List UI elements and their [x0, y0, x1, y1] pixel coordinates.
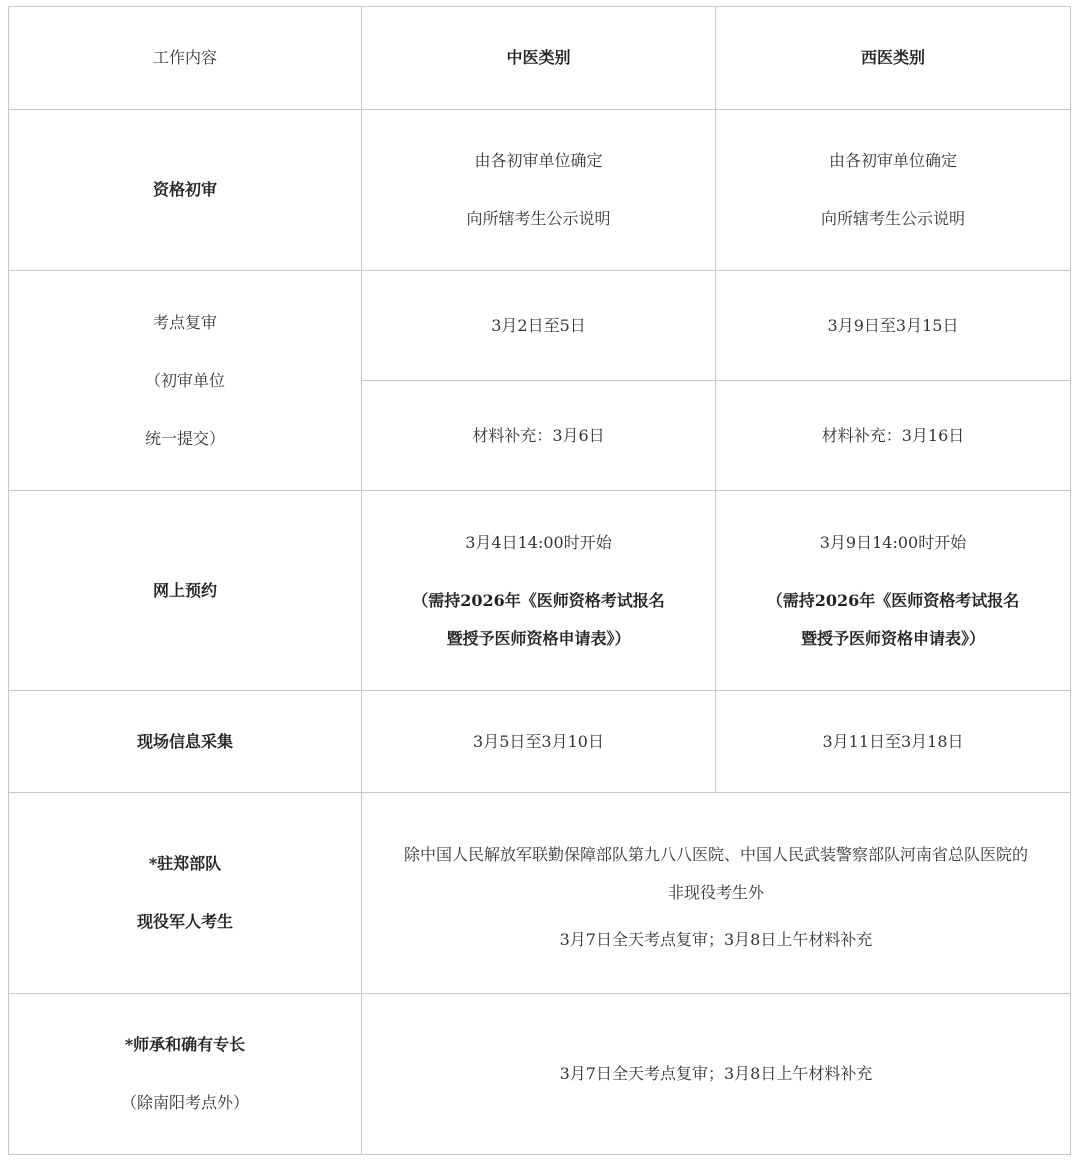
review-tcm-supplement: 材料补充：3月6日 — [362, 381, 716, 491]
review-label-cell — [9, 271, 362, 491]
row-mentorship — [9, 994, 1071, 1155]
row-onsite — [9, 691, 1071, 793]
row-prelim — [9, 110, 1071, 271]
review-western-dates: 3月9日至3月15日 — [716, 271, 1071, 381]
prelim-tcm-cell — [362, 110, 716, 271]
military-label-cell — [9, 793, 362, 994]
mentorship-content: 3月7日全天考点复审；3月8日上午材料补充 — [362, 994, 1071, 1155]
schedule-table — [8, 6, 1071, 1155]
prelim-western-line2: 向所辖考生公示说明 — [820, 209, 965, 228]
header-row — [9, 7, 1071, 110]
booking-western-cell — [716, 491, 1071, 691]
review-label-line3: 统一提交） — [144, 428, 225, 448]
review-label-line1: 考点复审 — [152, 312, 217, 332]
onsite-label: 现场信息采集 — [9, 691, 362, 793]
onsite-western: 3月11日至3月18日 — [716, 691, 1071, 793]
prelim-label: 资格初审 — [9, 110, 362, 271]
mentorship-label-cell — [9, 994, 362, 1155]
header-western: 西医类别 — [716, 7, 1071, 110]
mentorship-label-line1: *师承和确有专长 — [124, 1035, 246, 1054]
prelim-tcm-line2: 向所辖考生公示说明 — [466, 209, 611, 228]
review-tcm-dates: 3月2日至5日 — [362, 271, 716, 381]
booking-tcm-note2: 暨授予医师资格申请表》） — [446, 628, 631, 648]
prelim-tcm-line1: 由各初审单位确定 — [474, 151, 603, 170]
military-eligibility-note: 除中国人民解放军联勤保障部队第九八八医院、中国人民武装警察部队河南省总队医院的非现役考生外 — [403, 845, 1028, 902]
booking-tcm-cell — [362, 491, 716, 691]
booking-western-note2: 暨授予医师资格申请表》） — [800, 628, 985, 648]
row-military — [9, 793, 1071, 994]
onsite-tcm: 3月5日至3月10日 — [362, 691, 716, 793]
military-content-cell — [362, 793, 1071, 994]
prelim-western-cell — [716, 110, 1071, 271]
mentorship-label-line2: （除南阳考点外） — [120, 1093, 249, 1112]
review-label-line2: （初审单位 — [144, 370, 225, 390]
booking-label: 网上预约 — [9, 491, 362, 691]
row-review-dates — [9, 271, 1071, 381]
review-western-supplement: 材料补充：3月16日 — [716, 381, 1071, 491]
booking-tcm-start: 3月4日14:00时开始 — [465, 532, 612, 552]
booking-western-start: 3月9日14:00时开始 — [819, 532, 967, 552]
header-tcm: 中医类别 — [362, 7, 716, 110]
header-work-content: 工作内容 — [9, 7, 362, 110]
military-label-line2: 现役军人考生 — [136, 912, 233, 931]
row-booking — [9, 491, 1071, 691]
booking-tcm-note1: （需持2026年《医师资格考试报名 — [412, 590, 665, 610]
prelim-western-line1: 由各初审单位确定 — [828, 151, 957, 170]
military-label-line1: *驻郑部队 — [148, 854, 222, 873]
booking-western-note1: （需持2026年《医师资格考试报名 — [766, 590, 1020, 610]
military-schedule: 3月7日全天考点复审；3月8日上午材料补充 — [559, 930, 873, 949]
